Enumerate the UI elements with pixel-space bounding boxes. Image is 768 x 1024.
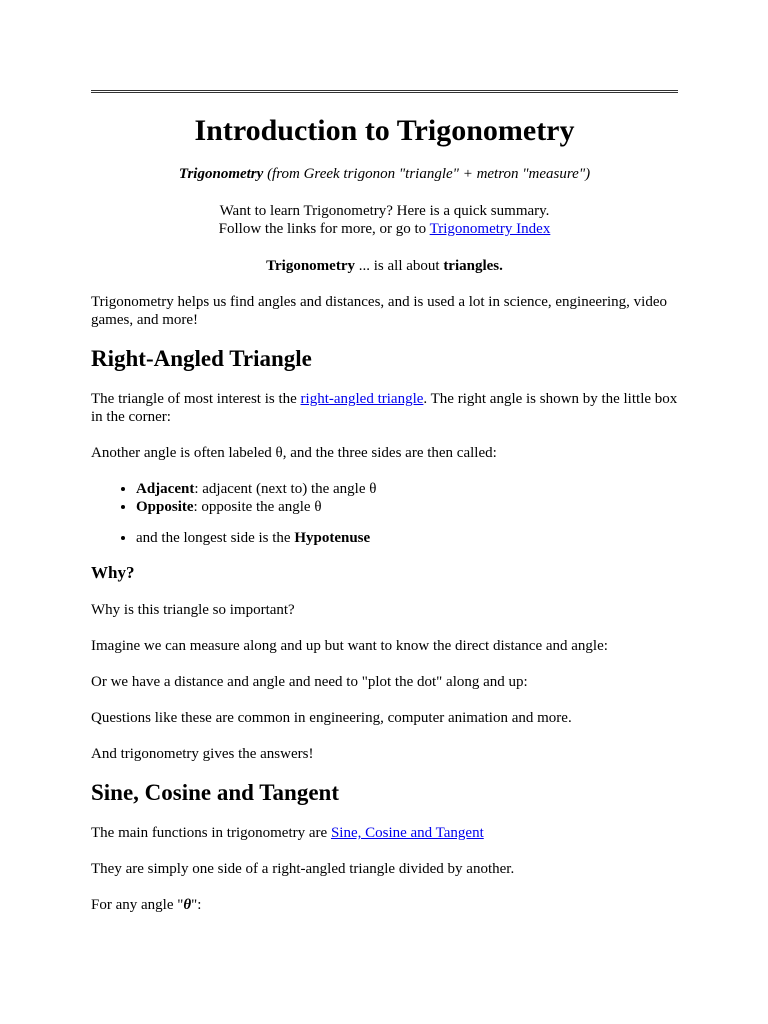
hypotenuse-list xyxy=(91,529,678,547)
top-double-rule xyxy=(91,90,678,93)
subtitle-etymology: (from Greek trigonon "triangle" + metron "measure") xyxy=(267,166,591,182)
page-title: Introduction to Trigonometry xyxy=(194,114,575,147)
all-about-object: triangles. xyxy=(443,258,503,274)
right-angled-triangle-link[interactable]: right-angled triangle xyxy=(300,391,424,407)
why-paragraph-5: And trigonometry gives the answers! xyxy=(91,746,314,762)
any-angle-prefix: For any angle " xyxy=(91,897,184,913)
intro-paragraph: Trigonometry helps us find angles and distances, and is used a lot in science, engineering, video games, and more! xyxy=(91,294,667,328)
side-desc-opposite: : opposite the angle θ xyxy=(193,499,322,515)
sides-list xyxy=(91,480,678,516)
main-functions-paragraph xyxy=(91,824,678,842)
heading-sine-cosine-tangent: Sine, Cosine and Tangent xyxy=(91,780,339,805)
side-ratio-paragraph: They are simply one side of a right-angled triangle divided by another. xyxy=(91,861,515,877)
main-functions-prefix: The main functions in trigonometry are xyxy=(91,825,331,841)
why-paragraph-4: Questions like these are common in engineering, computer animation and more. xyxy=(91,710,572,726)
side-name-opposite: Opposite xyxy=(136,499,194,515)
right-angled-prefix: The triangle of most interest is the xyxy=(91,391,301,407)
document-page xyxy=(91,90,678,914)
summary-line-2-prefix: Follow the links for more, or go to xyxy=(218,221,430,237)
side-desc-adjacent: : adjacent (next to) the angle θ xyxy=(194,481,377,497)
heading-why: Why? xyxy=(91,563,135,582)
side-name-adjacent: Adjacent xyxy=(136,481,195,497)
summary-line-1: Want to learn Trigonometry? Here is a quick summary. xyxy=(219,203,550,219)
theta-symbol: θ xyxy=(183,897,192,913)
list-item-opposite xyxy=(136,498,678,516)
summary xyxy=(91,202,678,238)
angle-label-paragraph: Another angle is often labeled θ, and the three sides are then called: xyxy=(91,445,497,461)
list-item-adjacent xyxy=(136,480,678,498)
any-angle-paragraph xyxy=(91,896,678,914)
any-angle-suffix: ": xyxy=(191,897,202,913)
why-paragraph-3: Or we have a distance and angle and need to "plot the dot" along and up: xyxy=(91,674,528,690)
all-about-term: Trigonometry xyxy=(266,258,355,274)
all-about-line xyxy=(91,257,678,275)
all-about-middle: ... is all about xyxy=(354,258,444,274)
right-angled-paragraph xyxy=(91,390,678,426)
why-paragraph-2: Imagine we can measure along and up but want to know the direct distance and angle: xyxy=(91,638,608,654)
summary-line-2 xyxy=(91,220,678,238)
why-paragraph-1: Why is this triangle so important? xyxy=(91,602,295,618)
hypotenuse-prefix: and the longest side is the xyxy=(136,530,295,546)
list-item-hypotenuse xyxy=(136,529,678,547)
trigonometry-index-link[interactable]: Trigonometry Index xyxy=(429,221,551,237)
subtitle xyxy=(91,165,678,183)
hypotenuse-name: Hypotenuse xyxy=(294,530,371,546)
subtitle-term: Trigonometry xyxy=(178,166,264,182)
heading-right-angled-triangle: Right-Angled Triangle xyxy=(91,346,312,371)
sine-cosine-tangent-link[interactable]: Sine, Cosine and Tangent xyxy=(330,825,484,841)
right-angled-suffix: . The right angle is shown by the little box in the corner: xyxy=(91,391,678,425)
